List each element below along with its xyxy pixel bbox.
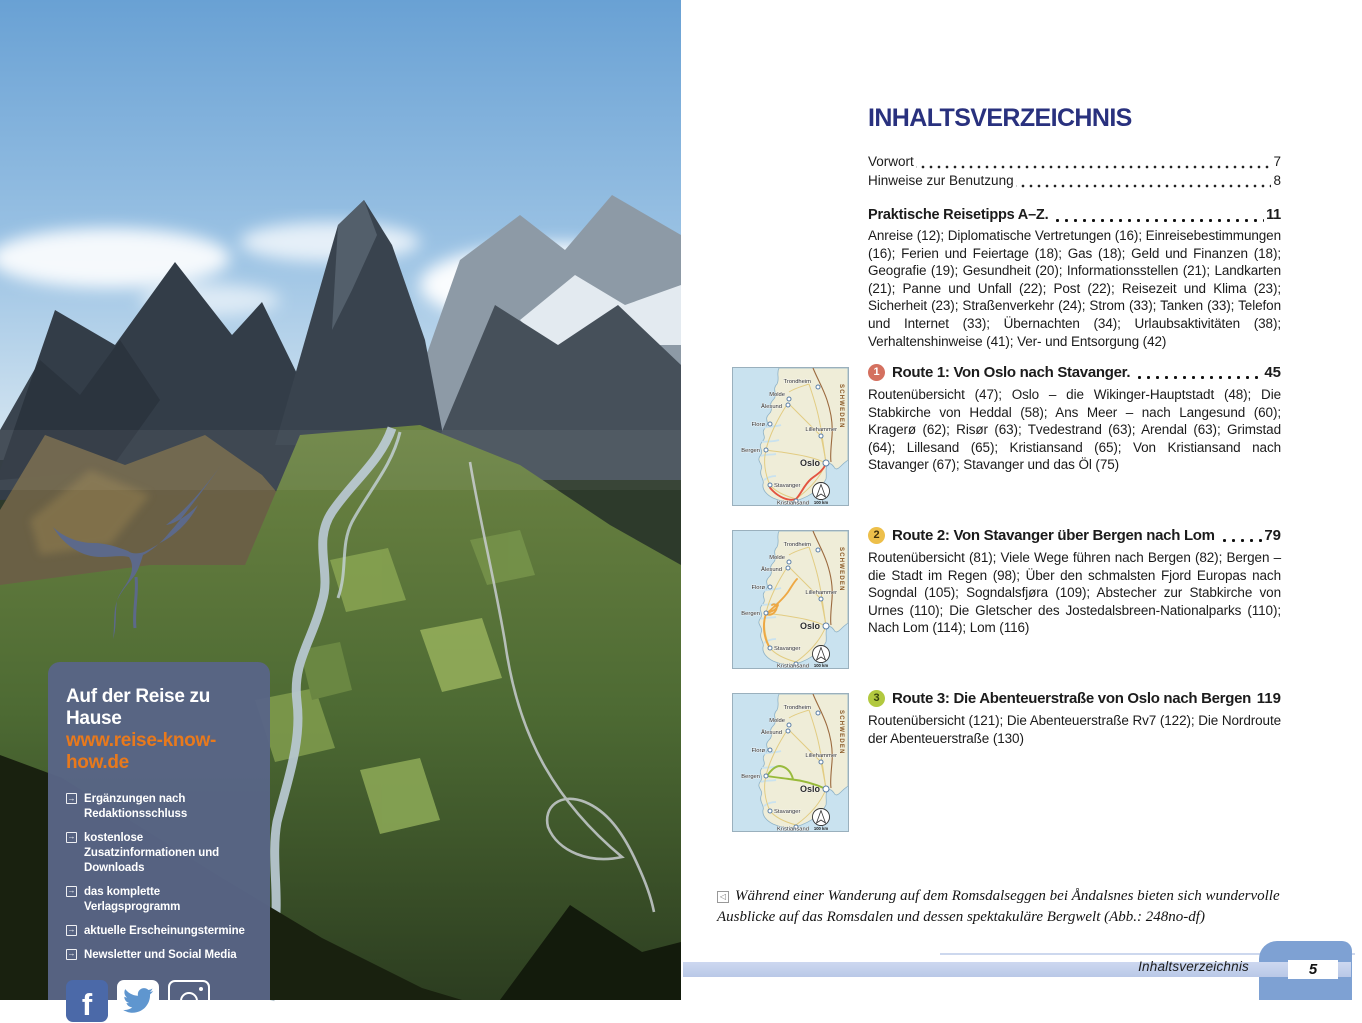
route-2-badge: 2	[868, 527, 885, 544]
svg-text:Florø: Florø	[751, 422, 765, 428]
promo-item	[66, 831, 256, 876]
promo-box	[48, 662, 270, 1023]
section-reisetipps	[868, 203, 1281, 350]
dot-leader	[1016, 176, 1272, 188]
dot-leader	[1050, 210, 1264, 223]
route-3-body: Routenübersicht (121); Die Abenteuerstraße Rv7 (122); Die Nordroute der Abenteuerstraße (130)	[868, 713, 1281, 746]
promo-item-label: Ergänzungen nach Redaktionsschluss	[84, 793, 188, 820]
route-3-page: 119	[1256, 689, 1281, 707]
svg-text:Florø: Florø	[751, 585, 765, 591]
svg-text:Trondheim: Trondheim	[783, 705, 811, 711]
instagram-icon[interactable]	[168, 980, 210, 1022]
promo-title: Auf der Reise zu Hause	[66, 686, 211, 729]
svg-text:Bergen: Bergen	[741, 774, 760, 780]
svg-text:Stavanger: Stavanger	[774, 646, 801, 652]
social-icons-row	[66, 980, 256, 1022]
svg-text:Kristiansand: Kristiansand	[777, 500, 809, 507]
route-2-title: Route 2: Von Stavanger über Bergen nach Lom	[892, 526, 1215, 544]
promo-url-link[interactable]: www.reise-know-how.de	[66, 730, 216, 773]
svg-text:Molde: Molde	[769, 718, 785, 724]
twitter-icon[interactable]	[117, 980, 159, 1022]
svg-text:Oslo: Oslo	[799, 458, 820, 468]
promo-item-label: kostenlose Zusatzinformationen und Downloads	[84, 831, 220, 874]
photo-caption	[717, 886, 1325, 928]
route-1-body: Routenübersicht (47); Oslo – die Wikinger-Hauptstadt (48); Die Stabkirche von Heddal (58); Ans Meer – nach Langesund (60); Kragerø (62); Risør (63); Tvedestrand (63); Arendal (63); Grimstad (64); Lillesand (65); Kristiansand (65); Von Kristiansand nach Stavanger (67); Stavanger und das Öl (75)	[868, 387, 1281, 473]
svg-text:Lillehammer: Lillehammer	[805, 590, 837, 596]
footer-page-box	[1288, 960, 1338, 979]
caption-arrow-icon: ◁	[717, 891, 729, 903]
section-heading-row[interactable]	[868, 203, 1281, 223]
svg-text:Ålesund: Ålesund	[761, 404, 782, 410]
footer-chapter-label: Inhaltsverzeichnis	[1138, 959, 1249, 974]
route-3-map	[733, 694, 848, 831]
svg-text:Kristiansand: Kristiansand	[777, 663, 809, 670]
route-3-heading-row[interactable]	[868, 688, 1281, 708]
section-body: Anreise (12); Diplomatische Vertretungen (16); Einreisebestimmungen (16); Ferien und Feiertage (18); Gas (18); Geld und Finanzen (18); Geografie (19); Gesundheit (20); Informationsstellen (21); Landkarten (21); Panne und Unfall (22); Post (22); Reisezeit und Klima (23); Sicherheit (23); Straßenverkehr (24); Strom (33); Tanken (33); Telefon und Internet (33); Übernachten (34); Urlaubsaktivitäten (38); Verhaltenshinweise (41); Ver- und Entsorgung (42)	[868, 228, 1281, 349]
footer-page-number: 5	[1308, 961, 1318, 978]
svg-text:100 km: 100 km	[813, 499, 829, 505]
toc-entry-label: Hinweise zur Benutzung	[868, 173, 1014, 188]
right-page-toc	[681, 0, 1362, 1000]
svg-text:Trondheim: Trondheim	[783, 542, 811, 548]
promo-item	[66, 885, 256, 915]
svg-text:Kristiansand: Kristiansand	[777, 826, 809, 833]
link-box-icon: →	[67, 949, 76, 958]
svg-text:SCHWEDEN: SCHWEDEN	[838, 547, 844, 592]
route-2-map	[733, 531, 848, 668]
route-3-block	[868, 688, 1281, 747]
svg-text:100 km: 100 km	[813, 662, 829, 668]
toc-entry-vorwort[interactable]	[868, 150, 1281, 169]
link-box-icon: →	[67, 832, 76, 842]
facebook-icon[interactable]: f	[66, 980, 108, 1022]
route-1-badge: 1	[868, 364, 885, 381]
svg-text:Oslo: Oslo	[799, 784, 820, 794]
svg-text:Ålesund: Ålesund	[761, 730, 782, 736]
bird-silhouette-icon	[50, 460, 235, 642]
svg-text:Oslo: Oslo	[799, 621, 820, 631]
route-2-body: Routenübersicht (81); Viele Wege führen nach Bergen (82); Bergen – die Stadt im Regen (98); Über den schmalsten Fjord Europas nach Sogndal (105); Sogndalsfjøra (109); Abstecher zur Stabkirche von Urnes (110); Die Gletscher des Jostedalsbreen-Nationalparks (110); Nach Lom (114); Lom (116)	[868, 550, 1281, 636]
dot-leader	[1253, 693, 1255, 706]
toc-entry-page: 7	[1273, 154, 1281, 169]
dot-leader	[1217, 530, 1263, 543]
promo-item-label: aktuelle Erscheinungstermine	[84, 924, 245, 937]
svg-text:Ålesund: Ålesund	[761, 567, 782, 573]
svg-text:Molde: Molde	[769, 392, 785, 398]
svg-text:Florø: Florø	[751, 748, 765, 754]
svg-text:Stavanger: Stavanger	[774, 809, 801, 815]
toc-entry-label: Vorwort	[868, 154, 914, 169]
svg-text:100 km: 100 km	[813, 825, 829, 831]
caption-text: Während einer Wanderung auf dem Romsdalseggen bei Åndalsnes bieten sich wundervolle Ausblicke auf das Romsdalen und dessen spektakuläre Bergwelt (Abb.: 248no-df)	[717, 888, 1280, 925]
svg-text:Lillehammer: Lillehammer	[805, 427, 837, 433]
svg-text:Molde: Molde	[769, 555, 785, 561]
svg-text:SCHWEDEN: SCHWEDEN	[838, 710, 844, 755]
link-box-icon: →	[67, 925, 76, 935]
svg-text:SCHWEDEN: SCHWEDEN	[838, 384, 844, 429]
page-title: INHALTSVERZEICHNIS	[868, 104, 1132, 132]
route-1-heading-row[interactable]	[868, 362, 1281, 382]
toc-entry-hinweise[interactable]	[868, 169, 1281, 188]
svg-text:Bergen: Bergen	[741, 611, 760, 617]
route-1-title: Route 1: Von Oslo nach Stavanger.	[892, 363, 1131, 381]
svg-text:Trondheim: Trondheim	[783, 379, 811, 385]
route-1-block	[868, 362, 1281, 474]
section-page: 11	[1266, 207, 1281, 223]
promo-item	[66, 792, 256, 822]
footer-bar	[683, 962, 1351, 977]
route-1-map	[733, 368, 848, 505]
section-heading: Praktische Reisetipps A–Z.	[868, 207, 1049, 223]
route-1-page: 45	[1264, 363, 1281, 381]
promo-item-label: das komplette Verlagsprogramm	[84, 885, 181, 913]
promo-item	[66, 948, 256, 963]
dot-leader	[916, 157, 1272, 169]
route-2-heading-row[interactable]	[868, 525, 1281, 545]
svg-text:Stavanger: Stavanger	[774, 483, 801, 489]
link-box-icon: →	[67, 886, 76, 896]
svg-text:Bergen: Bergen	[741, 448, 760, 454]
promo-item	[66, 924, 256, 939]
route-3-badge: 3	[868, 690, 885, 707]
toc-entry-page: 8	[1273, 173, 1281, 188]
link-box-icon: →	[67, 793, 76, 803]
route-2-page: 79	[1264, 526, 1281, 544]
dot-leader	[1132, 367, 1262, 380]
promo-item-label: Newsletter und Social Media	[84, 948, 237, 961]
toc-list	[868, 150, 1281, 188]
route-2-block	[868, 525, 1281, 637]
svg-text:Lillehammer: Lillehammer	[805, 753, 837, 759]
route-3-title: Route 3: Die Abenteuerstraße von Oslo nach Bergen	[892, 689, 1251, 707]
